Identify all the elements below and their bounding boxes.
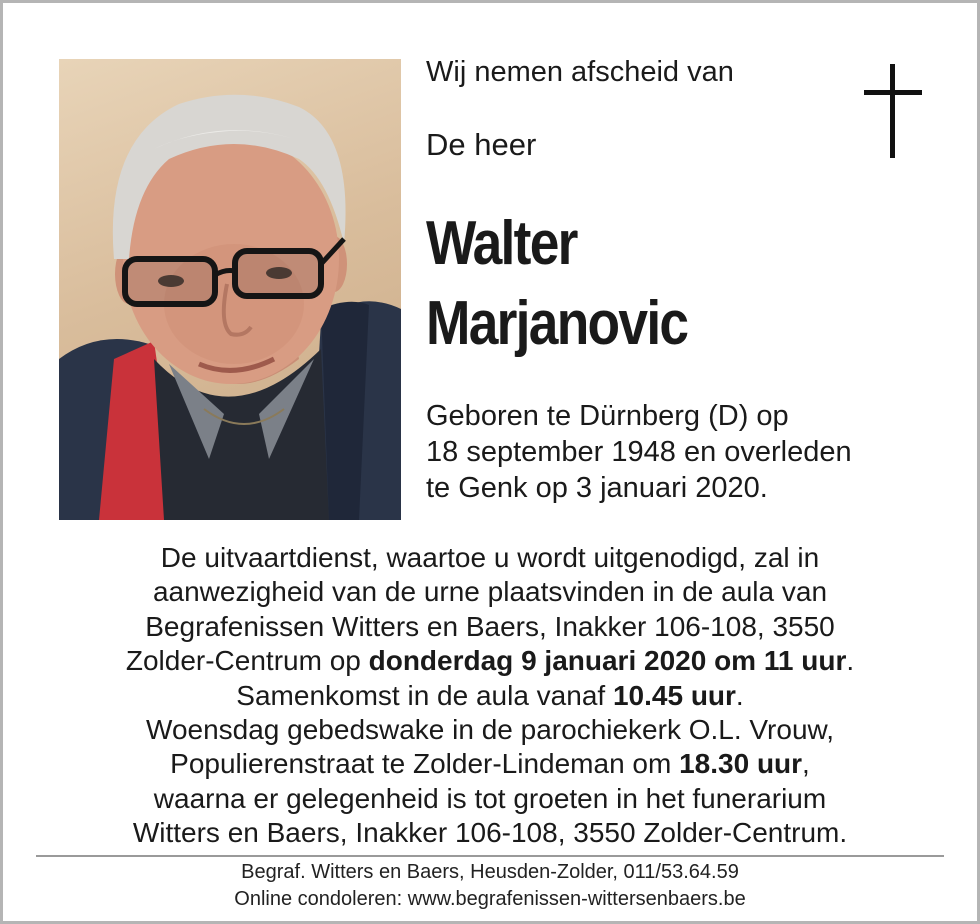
service-line <box>40 747 940 781</box>
born-line: 18 september 1948 en overleden <box>426 436 852 468</box>
footer-divider <box>36 855 944 857</box>
service-line <box>40 679 940 713</box>
gathering-time: 10.45 uur <box>612 679 736 711</box>
title-text: De heer <box>426 127 537 162</box>
deceased-name <box>426 204 687 364</box>
born-line: te Genk op 3 januari 2020. <box>426 472 768 504</box>
service-line: Woensdag gebedswake in de parochiekerk O.L. Vrouw, <box>146 714 834 746</box>
service-line: Begrafenissen Witters en Baers, Inakker 106-108, 3550 <box>145 610 835 642</box>
last-name: Marjanovic <box>426 289 688 358</box>
service-line: aanwezigheid van de urne plaatsvinden in de aula van <box>152 576 828 608</box>
online-condolence-link[interactable]: Online condoleren: www.begrafenissen-wittersenbaers.be <box>234 888 746 910</box>
latin-cross-icon <box>864 64 922 158</box>
service-line: waarna er gelegenheid is tot groeten in het funerarium <box>153 782 827 814</box>
service-text: . <box>846 645 855 677</box>
service-text: , <box>802 748 810 780</box>
footer <box>40 859 940 913</box>
service-line: Witters en Baers, Inakker 106-108, 3550 Zolder-Centrum. <box>132 817 848 849</box>
service-text: Samenkomst in de aula vanaf <box>236 679 613 711</box>
cross-horizontal-bar <box>864 90 922 95</box>
service-details <box>40 541 940 851</box>
service-line: De uitvaartdienst, waartoe u wordt uitgenodigd, zal in <box>160 542 820 573</box>
birth-death-details <box>426 398 852 506</box>
born-line: Geboren te Dürnberg (D) op <box>426 400 789 432</box>
first-name: Walter <box>426 209 577 278</box>
cross-vertical-bar <box>890 64 895 158</box>
intro-text: Wij nemen afscheid van <box>426 56 734 88</box>
funeral-home-contact: Begraf. Witters en Baers, Heusden-Zolder, 011/53.64.59 <box>241 861 739 883</box>
service-text: . <box>735 679 744 711</box>
service-date-time: donderdag 9 januari 2020 om 11 uur <box>368 645 847 677</box>
service-text: Zolder-Centrum op <box>125 645 369 677</box>
service-text: Populierenstraat te Zolder-Lindeman om <box>170 748 680 780</box>
vigil-time: 18.30 uur <box>679 748 803 780</box>
service-line <box>40 644 940 678</box>
portrait-photo <box>59 59 401 520</box>
